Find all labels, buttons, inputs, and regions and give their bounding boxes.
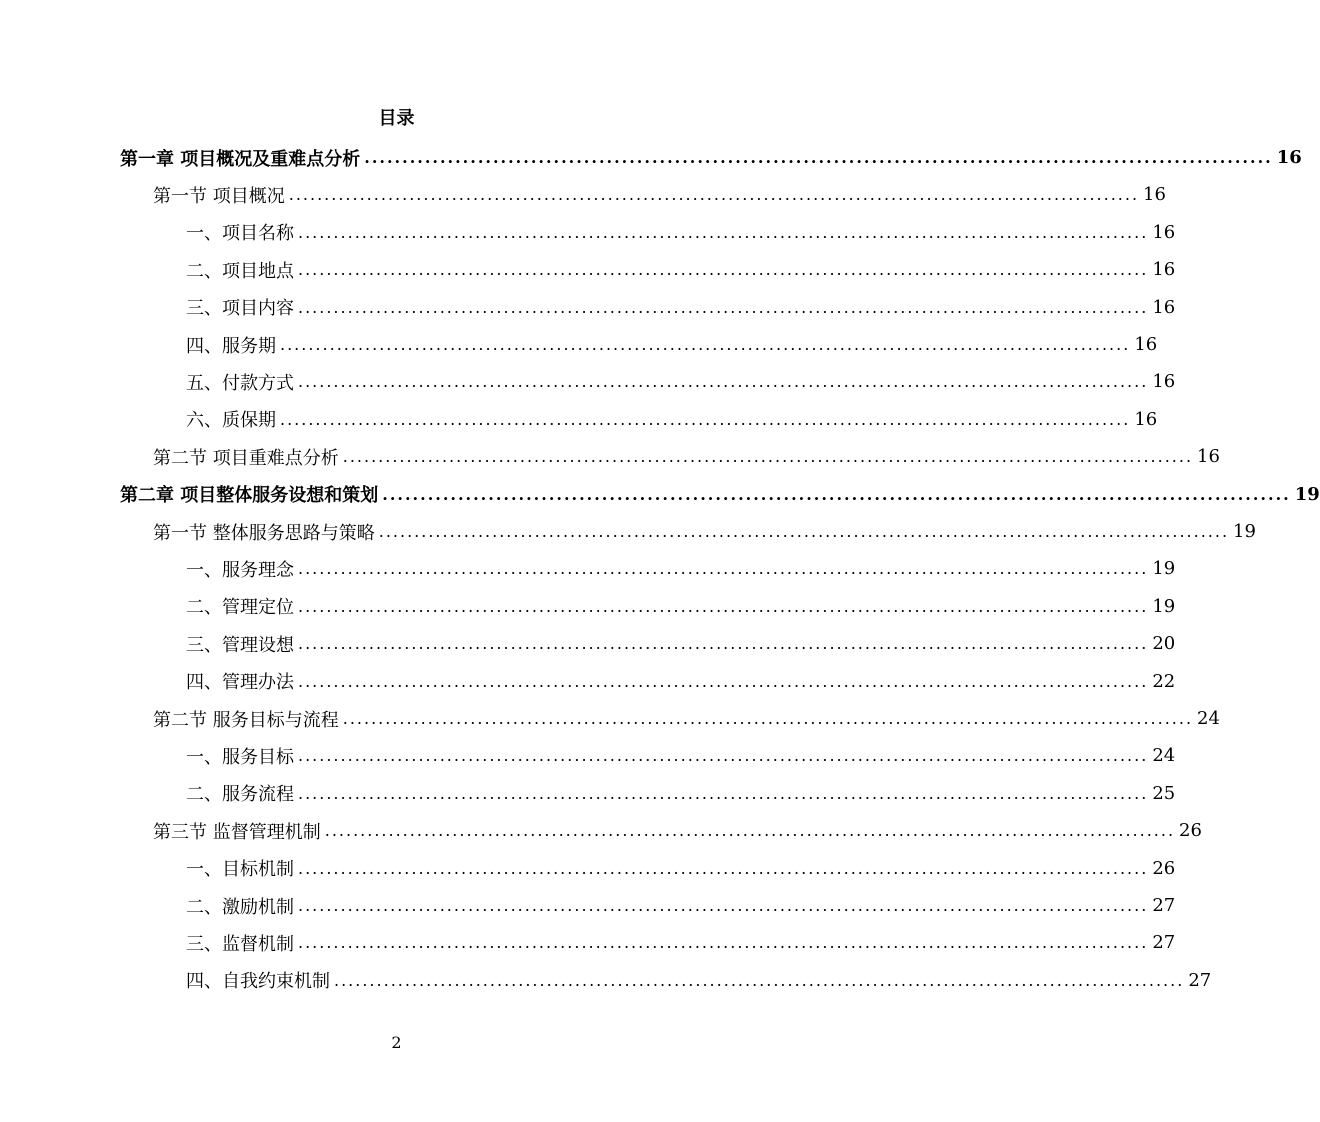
toc-entry-label: 二、服务流程 (186, 784, 294, 806)
toc-entry[interactable] (153, 700, 1220, 737)
toc-dot-leader: ........................................................................................................................ (342, 709, 1194, 728)
toc-dot-leader: ........................................................................................................................ (298, 596, 1149, 616)
toc-entry[interactable] (186, 962, 1212, 999)
toc-entry[interactable] (186, 737, 1176, 774)
toc-dot-leader: ........................................................................................................................ (298, 634, 1149, 654)
toc-entry[interactable] (153, 176, 1166, 213)
toc-entry-page: 19 (1233, 521, 1256, 542)
toc-entry-page: 24 (1197, 708, 1220, 729)
toc-entry-page: 27 (1152, 895, 1176, 916)
page-title: 目录 (378, 108, 415, 129)
toc-entry-page: 16 (1276, 147, 1302, 168)
toc-entry-label: 四、自我约束机制 (186, 971, 330, 993)
toc-entry-page: 19 (1294, 483, 1320, 505)
toc-dot-leader: ........................................................................................................................ (298, 671, 1149, 691)
toc-entry-label: 五、付款方式 (186, 372, 294, 394)
toc-entry-label: 二、管理定位 (186, 597, 294, 619)
toc-entry-label: 二、激励机制 (186, 896, 294, 918)
toc-dot-leader: ........................................................................................................................ (364, 148, 1273, 167)
toc-dot-leader: ........................................................................................................................ (298, 297, 1149, 317)
toc-dot-leader: ........................................................................................................................ (298, 746, 1149, 766)
toc-dot-leader: ........................................................................................................................ (298, 222, 1149, 242)
toc-entry-page: 19 (1152, 595, 1176, 617)
toc-entry[interactable] (186, 251, 1176, 288)
toc-entry-label: 三、监督机制 (186, 933, 294, 955)
toc-entry[interactable] (186, 663, 1176, 700)
toc-entry-page: 16 (1152, 371, 1176, 393)
toc-entry-page: 16 (1134, 408, 1158, 430)
toc-entry[interactable] (186, 850, 1176, 887)
toc-entry-label: 三、项目内容 (186, 298, 294, 320)
toc-entry-label: 一、项目名称 (186, 223, 294, 245)
toc-entry[interactable] (186, 326, 1158, 363)
toc-entry[interactable] (186, 363, 1176, 400)
toc-entry-page: 26 (1179, 820, 1202, 842)
toc-entry-page: 16 (1134, 334, 1158, 355)
toc-entry[interactable] (186, 214, 1176, 251)
toc-entry[interactable] (153, 812, 1202, 849)
toc-entry[interactable] (120, 139, 1302, 176)
toc-entry-page: 16 (1152, 259, 1176, 281)
toc-dot-leader: ........................................................................................................................ (298, 372, 1149, 392)
toc-dot-leader: ........................................................................................................................ (378, 522, 1230, 541)
toc-entry-page: 26 (1152, 857, 1176, 879)
toc-dot-leader: ........................................................................................................................ (334, 970, 1185, 990)
toc-entry-label: 一、服务目标 (186, 746, 294, 768)
toc-entry[interactable] (153, 438, 1220, 475)
toc-entry[interactable] (186, 401, 1158, 438)
page-number: 2 (391, 1033, 402, 1052)
toc-entry-page: 24 (1152, 745, 1176, 767)
toc-dot-leader: ........................................................................................................................ (298, 559, 1149, 579)
toc-entry[interactable] (186, 289, 1176, 326)
toc-dot-leader: ........................................................................................................................ (342, 447, 1194, 467)
toc-dot-leader: ........................................................................................................................ (298, 260, 1149, 280)
toc-entry-page: 19 (1152, 558, 1176, 580)
toc-dot-leader: ........................................................................................................................ (280, 409, 1131, 429)
toc-entry[interactable] (186, 887, 1176, 924)
toc-entry[interactable] (186, 625, 1176, 662)
toc-entry-page: 16 (1152, 221, 1176, 243)
toc-entry-label: 一、服务理念 (186, 559, 294, 581)
toc-entry-label: 一、目标机制 (186, 859, 294, 881)
toc-entry[interactable] (186, 550, 1176, 587)
toc-entry-page: 27 (1152, 932, 1176, 954)
toc-entry-page: 22 (1152, 670, 1176, 692)
toc-dot-leader: ........................................................................................................................ (280, 335, 1131, 354)
toc-entry-label: 第一节 项目概况 (153, 185, 285, 207)
toc-entry-label: 第二章 项目整体服务设想和策划 (120, 485, 379, 507)
toc-entry-label: 第二节 服务目标与流程 (153, 709, 339, 731)
toc-entry-page: 16 (1143, 184, 1166, 206)
toc-dot-leader: ........................................................................................................................ (382, 484, 1291, 504)
toc-dot-leader: ........................................................................................................................ (298, 896, 1149, 915)
toc-dot-leader: ........................................................................................................................ (288, 185, 1140, 205)
toc-entry-page: 20 (1152, 633, 1176, 655)
toc-dot-leader: ........................................................................................................................ (298, 858, 1149, 878)
toc-entry-label: 四、服务期 (186, 335, 276, 357)
toc-entry-label: 二、项目地点 (186, 260, 294, 282)
toc-dot-leader: ........................................................................................................................ (298, 783, 1149, 803)
toc-entry-label: 第二节 项目重难点分析 (153, 447, 339, 469)
toc-entry-page: 27 (1188, 969, 1212, 991)
toc-entry-label: 第一章 项目概况及重难点分析 (120, 148, 361, 170)
toc-entry-label: 六、质保期 (186, 410, 276, 432)
toc-entry[interactable] (186, 775, 1176, 812)
toc-entry[interactable] (186, 924, 1176, 961)
toc-entry-label: 第一节 整体服务思路与策略 (153, 522, 375, 544)
toc-entry-page: 25 (1152, 782, 1176, 804)
toc-dot-leader: ........................................................................................................................ (324, 821, 1176, 841)
toc-dot-leader: ........................................................................................................................ (298, 933, 1149, 953)
toc-entry-label: 第三节 监督管理机制 (153, 821, 321, 843)
toc-entry-label: 四、管理办法 (186, 672, 294, 694)
toc-entry-label: 三、管理设想 (186, 634, 294, 656)
toc-entry[interactable] (153, 513, 1256, 550)
toc-entry-page: 16 (1152, 296, 1176, 318)
toc-entry[interactable] (186, 588, 1176, 625)
toc-entry[interactable] (120, 476, 1320, 513)
toc-entry-page: 16 (1197, 446, 1220, 468)
